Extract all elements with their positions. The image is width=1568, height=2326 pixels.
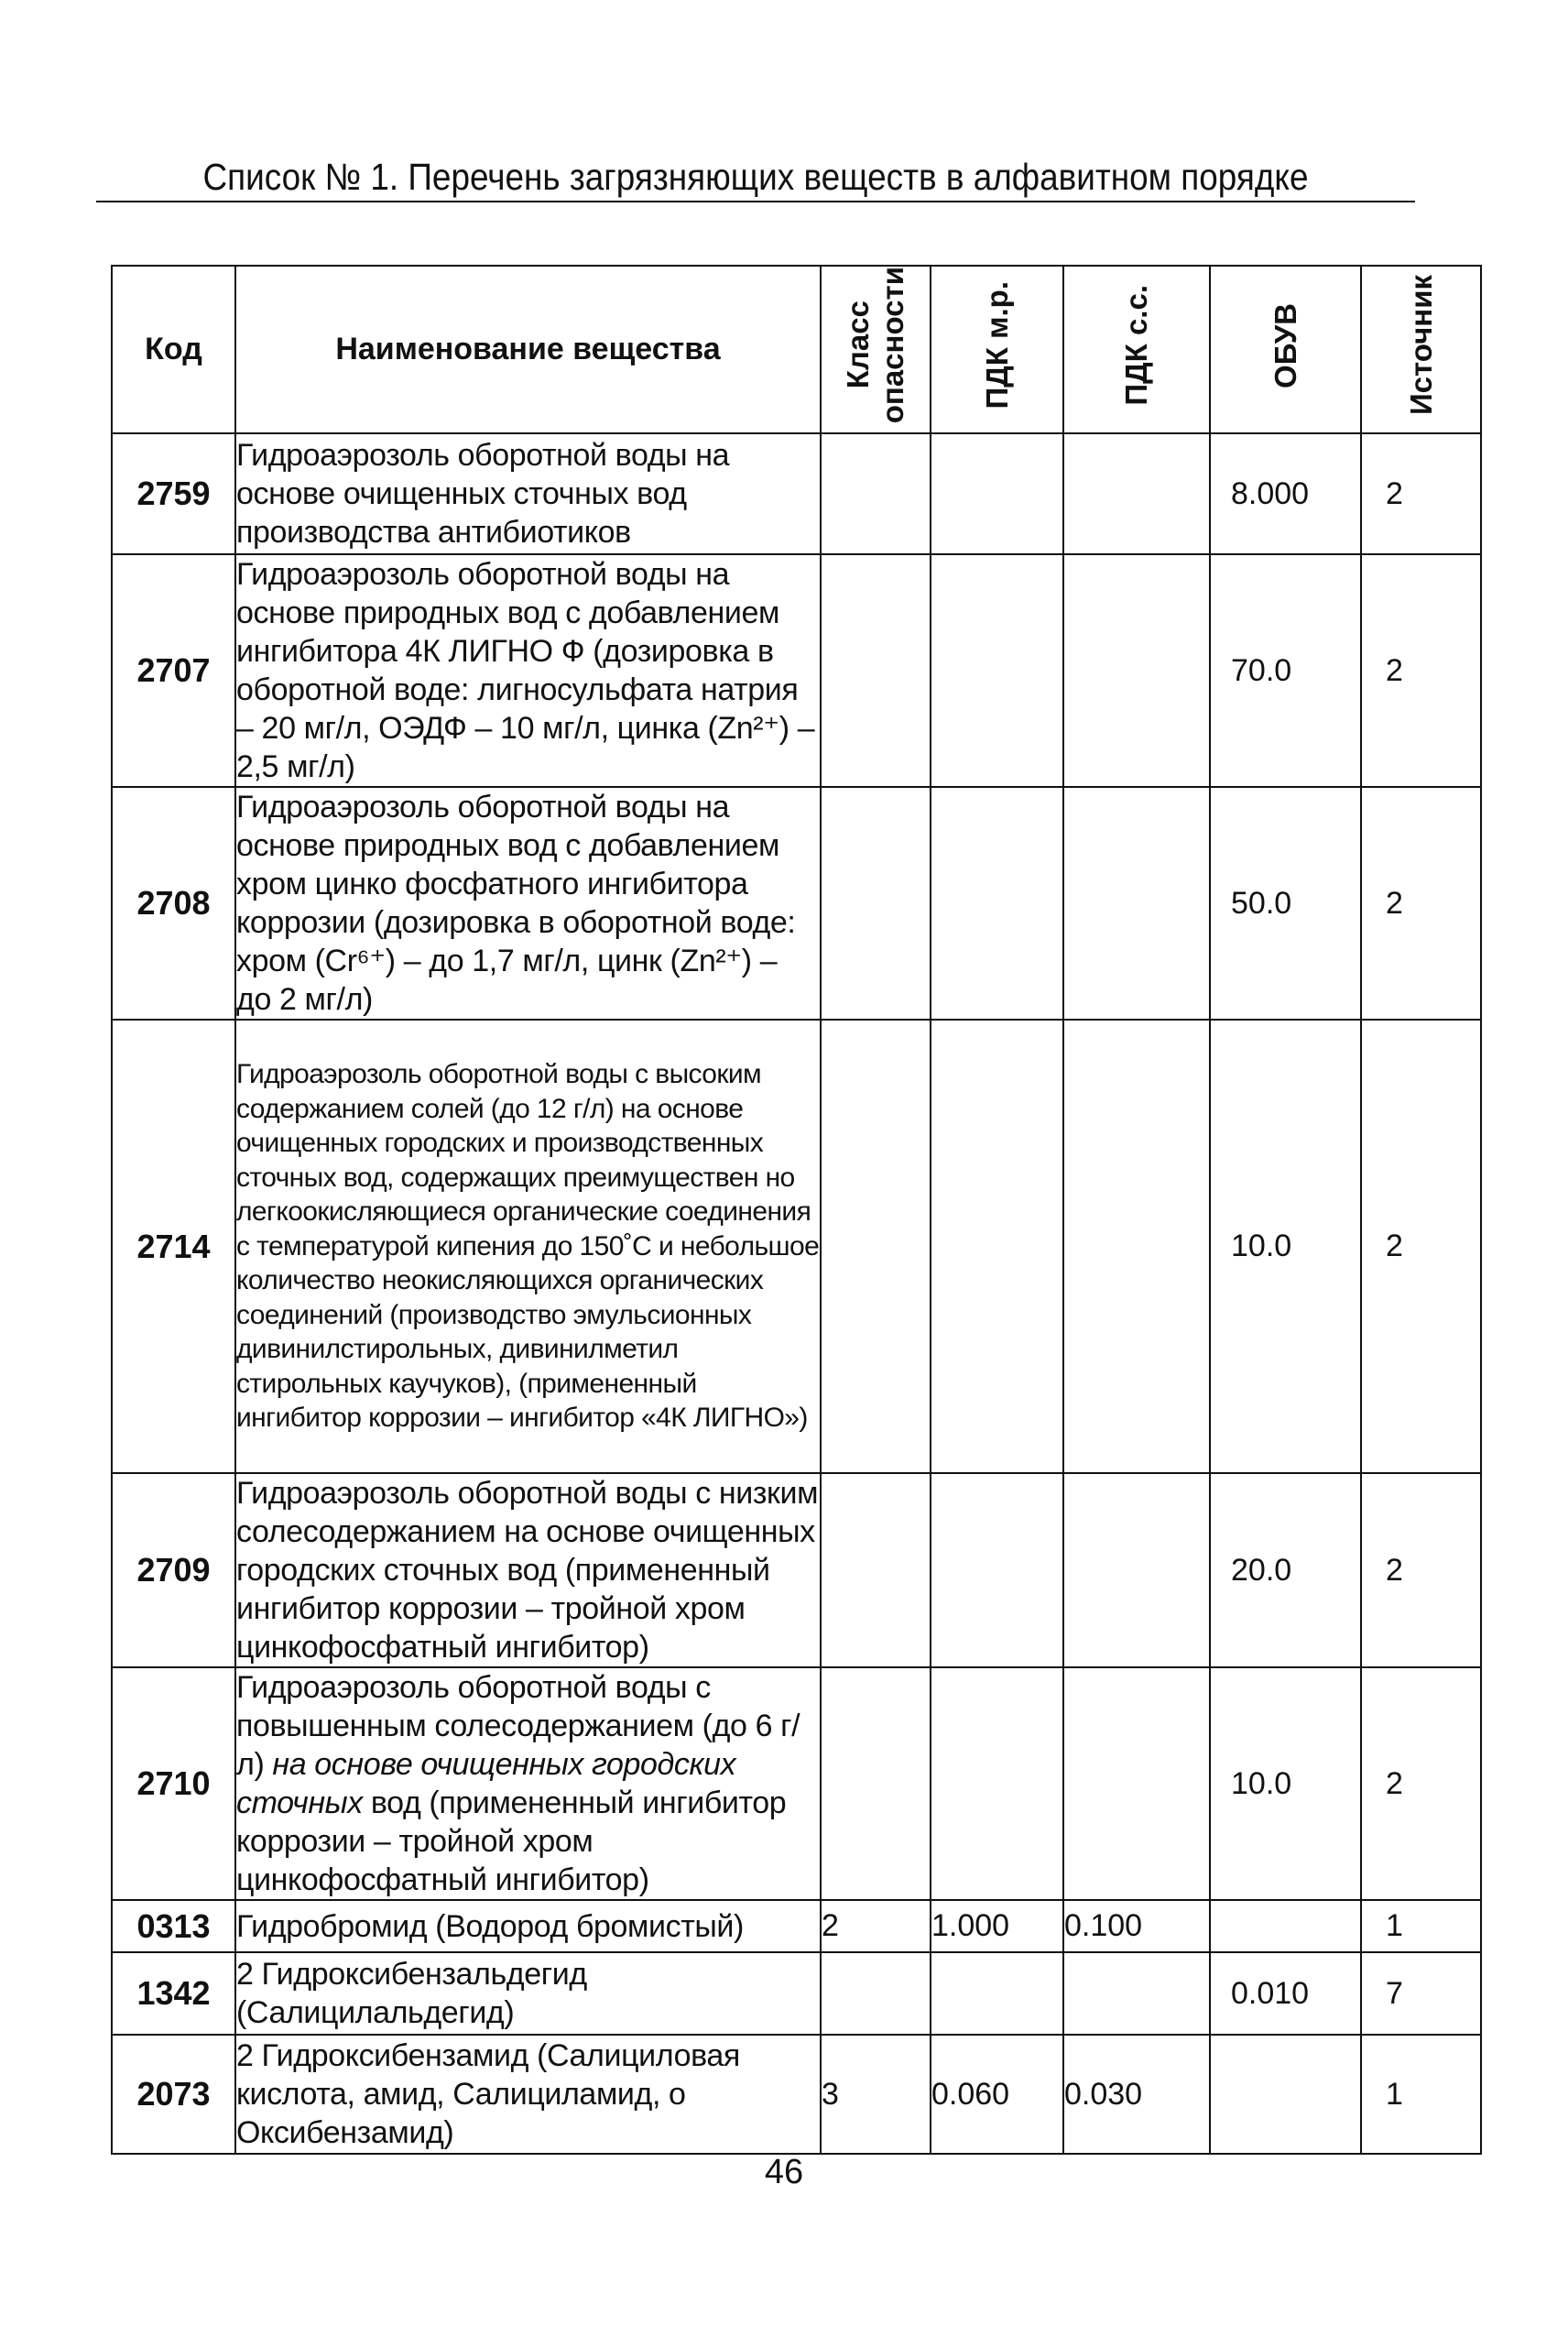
table-row [112,787,1481,1020]
row-pdk-mr: 1.000 [931,1900,1063,1952]
row-substance-name: Гидроаэрозоль оборотной воды на основе очищенных сточных вод производства антибиотиков [235,433,821,554]
row-code: 2709 [112,1473,235,1667]
row-obuv: 0.010 [1210,1952,1361,2035]
row-code: 2708 [112,787,235,1020]
name-text-part: Гидроаэрозоль оборотной воды с повышенным солесодержанием (до 6 г/л) [236,1670,800,1782]
row-source: 2 [1361,787,1481,1020]
row-code: 2073 [112,2035,235,2154]
row-pdk-ss [1063,1473,1210,1667]
row-pdk-mr: 0.060 [931,2035,1063,2154]
row-obuv [1210,2035,1361,2154]
column-header-obuv [1210,266,1361,433]
row-source: 7 [1361,1952,1481,2035]
table-row [112,554,1481,787]
row-source: 1 [1361,1900,1481,1952]
table-row [112,1900,1481,1952]
page-title: Список № 1. Перечень загрязняющих веществ в алфавитном порядке [202,156,1309,198]
header-divider [96,201,1415,202]
table-row [112,1952,1481,2035]
row-pdk-ss [1063,433,1210,554]
row-obuv: 10.0 [1210,1020,1361,1473]
row-pdk-ss: 0.100 [1063,1900,1210,1952]
row-hazard-class [821,1020,931,1473]
row-source: 1 [1361,2035,1481,2154]
table-header-row [112,266,1481,433]
source-label: Источник [1403,275,1438,416]
row-source: 2 [1361,433,1481,554]
table-row [112,1020,1481,1473]
column-header-hazard-class [821,266,931,433]
row-code: 2707 [112,554,235,787]
row-pdk-ss [1063,1952,1210,2035]
hazard-class-label: Класс опасности [841,267,909,424]
row-substance-name: Гидроаэрозоль оборотной воды на основе природных вод с добавлением хром цинко фосфатного ингибитора коррозии (дозировка в оборотной воде: хром (Cr⁶⁺) – до 1,7 мг/л, цинк (Zn²⁺) – до 2 мг/л) [235,787,821,1020]
row-substance-name: 2 Гидроксибензамид (Салициловая кислота, амид, Салициламид, о Оксибензамид) [235,2035,821,2154]
row-hazard-class [821,1473,931,1667]
row-code: 1342 [112,1952,235,2035]
row-code: 2710 [112,1667,235,1900]
row-hazard-class [821,554,931,787]
row-pdk-mr [931,1952,1063,2035]
row-pdk-mr [931,554,1063,787]
row-hazard-class [821,433,931,554]
column-header-name: Наименование вещества [235,266,821,433]
row-obuv: 70.0 [1210,554,1361,787]
row-pdk-ss [1063,787,1210,1020]
substances-table [111,265,1482,2155]
row-code: 2759 [112,433,235,554]
column-header-code: Код [112,266,235,433]
column-header-pdk-ss [1063,266,1210,433]
row-source: 2 [1361,1020,1481,1473]
row-substance-name [235,1667,821,1900]
row-substance-name: Гидроаэрозоль оборотной воды с низким солесодержанием на основе очищенных городских сточных вод (примененный ингибитор коррозии – тройной хром цинкофосфатный ингибитор) [235,1473,821,1667]
row-pdk-ss [1063,554,1210,787]
row-pdk-ss [1063,1020,1210,1473]
pdk-ss-label: ПДК с.с. [1119,285,1153,406]
row-substance-name: Гидроаэрозоль оборотной воды с высоким содержанием солей (до 12 г/л) на основе очищенных городских и производственных сточных вод, содержащих преимуществен но легкоокисляющиеся органические соединения с температурой кипения до 150˚С и небольшое количество неокисляющихся органических соединений (производство эмульсионных дивинилстирольных, дивинилметил стирольных каучуков), (примененный ингибитор коррозии – ингибитор «4К ЛИГНО») [235,1020,821,1473]
page-number: 46 [764,2153,804,2191]
table-row [112,433,1481,554]
pdk-mr-label: ПДК м.р. [979,281,1014,410]
row-pdk-ss [1063,1667,1210,1900]
row-substance-name: Гидроаэрозоль оборотной воды на основе природных вод с добавлением ингибитора 4К ЛИГНО Ф (дозировка в оборотной воде: лигносульфата натрия – 20 мг/л, ОЭДФ – 10 мг/л, цинка (Zn²⁺) – 2,5 мг/л) [235,554,821,787]
row-substance-name: Гидробромид (Водород бромистый) [235,1900,821,1952]
table-row [112,1667,1481,1900]
row-hazard-class [821,787,931,1020]
row-hazard-class: 3 [821,2035,931,2154]
row-source: 2 [1361,1473,1481,1667]
row-obuv [1210,1900,1361,1952]
row-obuv: 8.000 [1210,433,1361,554]
table-row [112,1473,1481,1667]
obuv-label: ОБУВ [1268,302,1302,388]
row-pdk-ss: 0.030 [1063,2035,1210,2154]
row-pdk-mr [931,1667,1063,1900]
row-code: 2714 [112,1020,235,1473]
row-code: 0313 [112,1900,235,1952]
row-hazard-class: 2 [821,1900,931,1952]
row-source: 2 [1361,1667,1481,1900]
row-obuv: 20.0 [1210,1473,1361,1667]
row-pdk-mr [931,433,1063,554]
row-pdk-mr [931,787,1063,1020]
column-header-pdk-mr [931,266,1063,433]
row-source: 2 [1361,554,1481,787]
row-hazard-class [821,1952,931,2035]
row-obuv: 50.0 [1210,787,1361,1020]
row-hazard-class [821,1667,931,1900]
row-obuv: 10.0 [1210,1667,1361,1900]
row-pdk-mr [931,1020,1063,1473]
name-text-italic-part: на основе очищенных городских сточных [236,1747,736,1820]
row-pdk-mr [931,1473,1063,1667]
table-row [112,2035,1481,2154]
row-substance-name: 2 Гидроксибензальдегид (Салицилальдегид) [235,1952,821,2035]
column-header-source [1361,266,1481,433]
name-text-part: вод (примененный ингибитор коррозии – тройной хром цинкофосфатный ингибитор) [236,1785,787,1897]
